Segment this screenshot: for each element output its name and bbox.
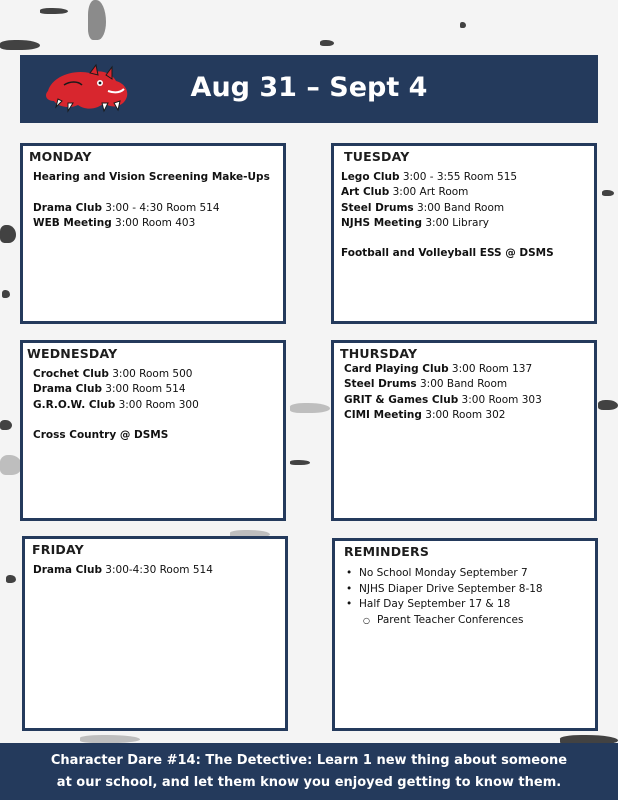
friday-title: FRIDAY	[32, 542, 84, 557]
thursday-box	[331, 340, 597, 521]
monday-box	[20, 143, 286, 324]
reminders-title: REMINDERS	[344, 544, 430, 559]
footer-line-2: at our school, and let them know you enjoyed getting to know them.	[56, 775, 562, 790]
tuesday-box	[331, 143, 597, 324]
page-title: Aug 31 – Sept 4	[190, 72, 428, 103]
wednesday-box	[20, 340, 286, 521]
panther-mascot-logo-icon	[42, 63, 134, 113]
reminders-box	[332, 538, 598, 731]
schedule-line: Drama Club 3:00 Room 514	[33, 383, 186, 396]
schedule-line: WEB Meeting 3:00 Room 403	[33, 216, 196, 229]
schedule-line: CIMI Meeting 3:00 Room 302	[344, 408, 506, 421]
schedule-line: Hearing and Vision Screening Make-Ups	[33, 171, 270, 183]
reminder-item: • No School Monday September 7	[345, 566, 543, 582]
thursday-title: THURSDAY	[340, 346, 418, 361]
schedule-line: Steel Drums 3:00 Band Room	[341, 201, 505, 214]
schedule-line: Drama Club 3:00-4:30 Room 514	[33, 564, 213, 576]
reminder-sub-item: ○ Parent Teacher Conferences	[345, 613, 543, 629]
schedule-line: G.R.O.W. Club 3:00 Room 300	[33, 398, 199, 411]
footer-line-1: Character Dare #14: The Detective: Learn 1 new thing about someone	[50, 753, 568, 768]
schedule-line: Art Club 3:00 Art Room	[341, 186, 469, 199]
schedule-line: Lego Club 3:00 - 3:55 Room 515	[341, 171, 518, 183]
schedule-line: NJHS Meeting 3:00 Library	[341, 216, 489, 229]
schedule-line: Card Playing Club 3:00 Room 137	[344, 363, 533, 375]
schedule-line: GRIT & Games Club 3:00 Room 303	[344, 393, 542, 406]
schedule-line: Crochet Club 3:00 Room 500	[33, 368, 193, 380]
tuesday-title: TUESDAY	[344, 149, 410, 164]
schedule-line: Football and Volleyball ESS @ DSMS	[341, 247, 554, 260]
reminder-item: • NJHS Diaper Drive September 8-18	[345, 582, 543, 598]
monday-title: MONDAY	[29, 149, 92, 164]
schedule-line: Drama Club 3:00 - 4:30 Room 514	[33, 201, 220, 214]
character-dare-footer	[0, 743, 618, 800]
reminder-item: • Half Day September 17 & 18	[345, 597, 543, 613]
wednesday-title: WEDNESDAY	[27, 346, 118, 361]
schedule-line: Steel Drums 3:00 Band Room	[344, 378, 508, 391]
friday-box	[22, 536, 288, 731]
schedule-line: Cross Country @ DSMS	[33, 429, 169, 442]
